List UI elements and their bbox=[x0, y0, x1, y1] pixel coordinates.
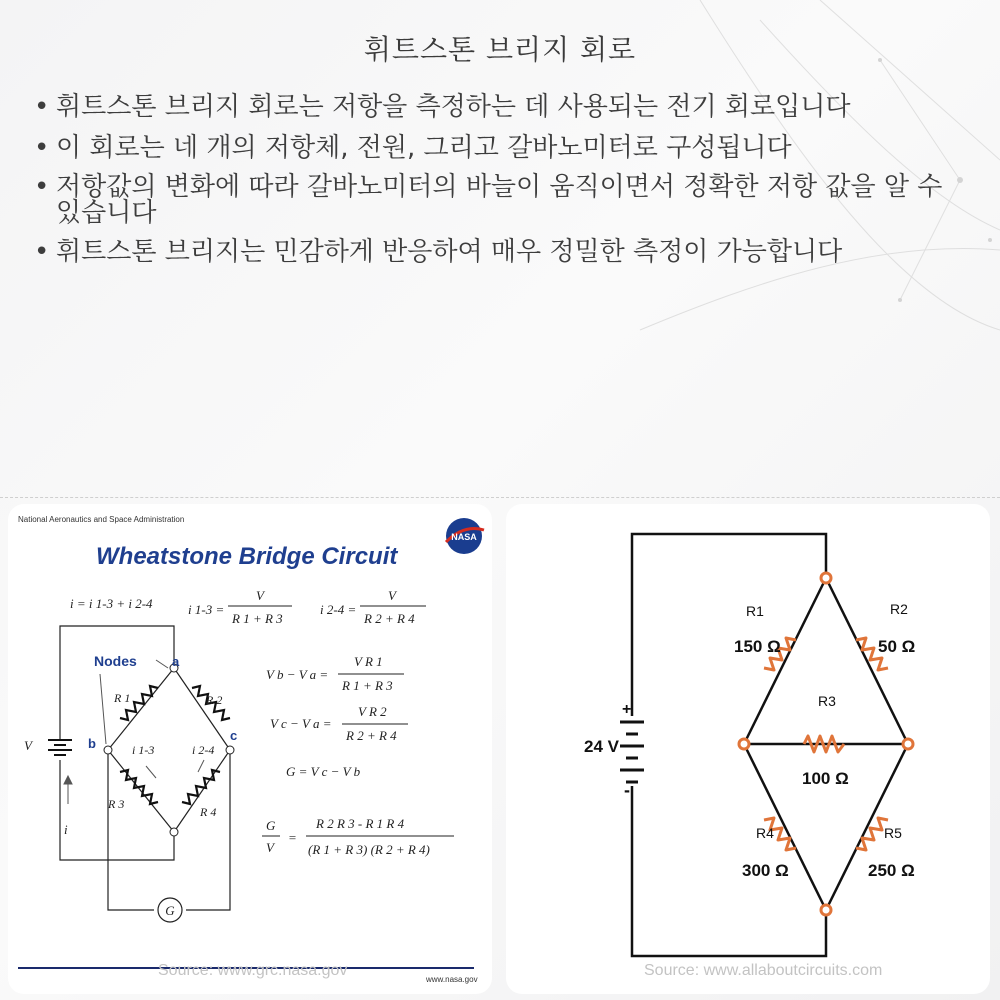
eq-vc-lhs: V c − V a = bbox=[270, 716, 332, 731]
r2-value: 50 Ω bbox=[878, 637, 916, 656]
node-right bbox=[903, 739, 913, 749]
eq-i13-lhs: i 1-3 = bbox=[188, 602, 225, 617]
left-figure-source: Source: www.grc.nasa.gov bbox=[158, 962, 348, 979]
label-i24: i 2-4 bbox=[192, 743, 215, 757]
node-c bbox=[226, 746, 234, 754]
battery-voltage-label: 24 V bbox=[584, 737, 619, 756]
eq-gv-num: R 2 R 3 - R 1 R 4 bbox=[316, 816, 405, 831]
node-bottom bbox=[821, 905, 831, 915]
eq-gv-g: G bbox=[266, 818, 276, 833]
page-title: 휘트스톤 브리지 회로 bbox=[363, 33, 637, 66]
r2-name: R2 bbox=[890, 601, 908, 617]
eq-g: G = V c − V b bbox=[286, 764, 361, 779]
label-i13: i 1-3 bbox=[132, 743, 155, 757]
figure-header: National Aeronautics and Space Administration bbox=[18, 515, 185, 524]
label-current: i bbox=[64, 822, 68, 837]
eq-vb-num: V R 1 bbox=[354, 654, 383, 669]
battery-icon bbox=[620, 722, 644, 782]
node-top bbox=[821, 573, 831, 583]
label-r2: R 2 bbox=[206, 693, 223, 707]
label-node-b: b bbox=[88, 736, 96, 751]
bullet-item: • 휘트스톤 브리지는 민감하게 반응하여 매우 정밀한 측정이 가능합니다 bbox=[32, 237, 962, 267]
eq-i13-den: R 1 + R 3 bbox=[232, 611, 283, 626]
eq-vc-den: R 2 + R 4 bbox=[346, 728, 397, 743]
r3-name: R3 bbox=[818, 693, 836, 709]
bullet-item: • 저항값의 변화에 따라 갈바노미터의 바늘이 움직이면서 정확한 저항 값을 알 수 있습니다 bbox=[32, 174, 962, 226]
label-node-c: c bbox=[230, 728, 238, 743]
label-node-a: a bbox=[172, 654, 180, 669]
eq-vb-lhs: V b − V a = bbox=[266, 667, 329, 682]
r1-name: R1 bbox=[746, 603, 764, 619]
nasa-logo-icon bbox=[446, 518, 484, 554]
eq-i24-den: R 2 + R 4 bbox=[364, 611, 415, 626]
label-voltage: V bbox=[24, 738, 32, 753]
right-figure-source: Source: www.allaboutcircuits.com bbox=[644, 962, 883, 979]
battery-icon bbox=[48, 740, 72, 755]
section-divider bbox=[0, 497, 1000, 498]
eq-current: i = i 1-3 + i 2-4 bbox=[70, 596, 153, 611]
node-b bbox=[104, 746, 112, 754]
r4-name: R4 bbox=[756, 825, 774, 841]
r5-name: R5 bbox=[884, 825, 902, 841]
r5-value: 250 Ω bbox=[868, 861, 915, 880]
nasa-wheatstone-figure bbox=[8, 504, 492, 994]
node-left bbox=[739, 739, 749, 749]
circuit-wires bbox=[632, 534, 908, 956]
eq-vb-den: R 1 + R 3 bbox=[342, 678, 393, 693]
label-r3: R 3 bbox=[108, 797, 125, 811]
bridge-circuit-figure bbox=[506, 504, 990, 994]
bullet-list bbox=[32, 92, 962, 278]
nasa-bridge-circuit bbox=[60, 626, 230, 910]
figure-heading: Wheatstone Bridge Circuit bbox=[96, 543, 398, 570]
label-galvanometer: G bbox=[165, 903, 175, 918]
r4-value: 300 Ω bbox=[742, 861, 789, 880]
eq-vc-num: V R 2 bbox=[358, 704, 387, 719]
eq-i24-num: V bbox=[388, 588, 396, 603]
eq-gv-den: (R 1 + R 3) (R 2 + R 4) bbox=[308, 842, 430, 857]
eq-gv-eq: = bbox=[288, 830, 297, 845]
footer-url: www.nasa.gov bbox=[426, 975, 478, 984]
bullet-item: • 이 회로는 네 개의 저항체, 전원, 그리고 갈바노미터로 구성됩니다 bbox=[32, 133, 962, 163]
battery-minus: - bbox=[624, 780, 630, 800]
node-bottom bbox=[170, 828, 178, 836]
battery-plus: + bbox=[622, 701, 632, 718]
label-nodes: Nodes bbox=[94, 653, 137, 669]
bullet-item: • 휘트스톤 브리지 회로는 저항을 측정하는 데 사용되는 전기 회로입니다 bbox=[32, 92, 962, 122]
eq-i13-num: V bbox=[256, 588, 264, 603]
svg-text:NASA: NASA bbox=[451, 532, 477, 542]
r1-value: 150 Ω bbox=[734, 637, 781, 656]
eq-i24-lhs: i 2-4 = bbox=[320, 602, 357, 617]
eq-gv-v: V bbox=[266, 840, 274, 855]
label-r1: R 1 bbox=[114, 691, 131, 705]
label-r4: R 4 bbox=[200, 805, 217, 819]
r3-value: 100 Ω bbox=[802, 769, 849, 788]
